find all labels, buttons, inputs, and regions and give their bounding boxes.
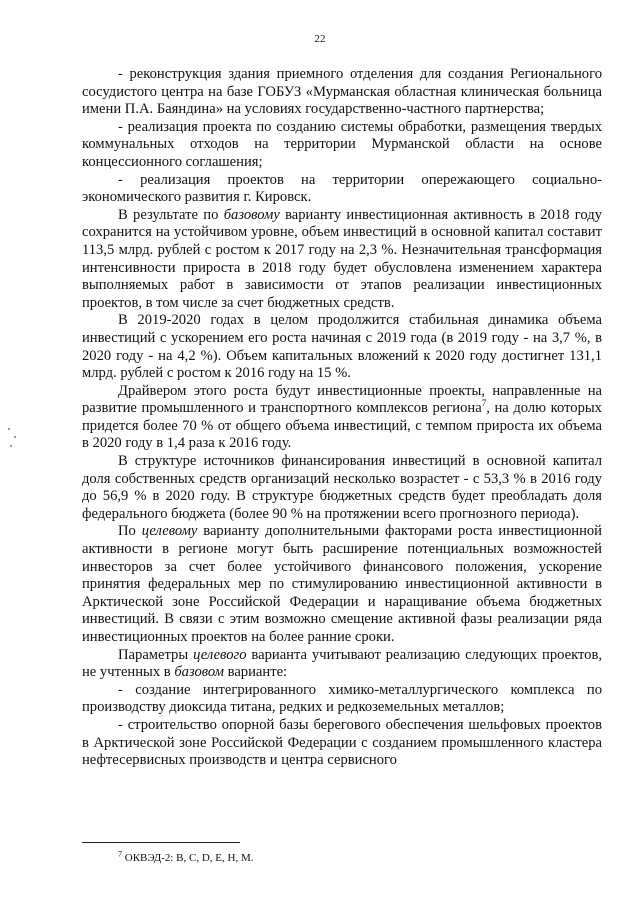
paragraph-2019-2020: В 2019-2020 годах в целом продолжится стабильная динамика объема инвестиций с ускорением его роста начиная с 2019 года (в 2019 году - на 3,7 %, в 2020 году - на 4,2 %). Объем капитальных вложений к 2020 году достигнет 131,1 млрд. рублей с ростом к 2016 году на 15 %. [82, 312, 602, 382]
document-body [82, 66, 602, 770]
paragraph-base-variant [82, 207, 602, 313]
bullet-item: - строительство опорной базы берегового обеспечения шельфовых проектов в Арктической зоне Российской Федерации с созданием промышленного кластера нефтесервисных производств и центра сервисного [82, 716, 602, 769]
text-span: варианту дополнительными факторами роста инвестиционной активности в регионе могут быть расширение потенциальных возможностей инвесторов за счет более устойчивого финансового положения, ускорение принятия федеральных мер по стимулированию инвестиционной активности в Арктической зоне Российской Федерации и наращивание объема бюджетных инвестиций. В связи с этим возможно смещение активной фазы реализации ряда инвестиционных проектов на более ранние сроки. [82, 523, 602, 645]
text-span: Драйвером этого роста будут инвестиционные проекты, направленные на развитие промышленного и транспортного комплексов региона [82, 382, 602, 417]
footnote [118, 849, 254, 864]
text-span: варианте: [223, 664, 288, 681]
bullet-item: - реализация проектов на территории опережающего социально-экономического развития г. Кировск. [82, 171, 602, 206]
footnote-text: ОКВЭД-2: B, C, D, E, H, M. [122, 852, 254, 864]
text-span: , на долю которых придется более 70 % от общего объема инвестиций, с темпом прироста их объема в 2020 году в 1,4 раза к 2016 году. [82, 400, 602, 452]
emphasis-target: целевому [141, 523, 198, 540]
paragraph-driver [82, 383, 602, 453]
text-span: варианта учитывают реализацию следующих проектов, не учтенных в [82, 646, 602, 681]
footnote-mark: 7 [118, 849, 122, 859]
footnote-ref: 7 [481, 398, 487, 409]
text-span: В результате по [118, 206, 224, 223]
bullet-item: - реконструкция здания приемного отделения для создания Регионального сосудистого центра на базе ГОБУЗ «Мурманская областная клиническая больница имени П.А. Баяндина» на условиях государственно-частного партнерства; [82, 66, 602, 118]
page-number: 22 [314, 33, 326, 45]
emphasis-target: целевого [193, 646, 247, 663]
footnote-divider [82, 842, 240, 843]
scan-speck [10, 445, 12, 447]
text-span: Параметры [118, 646, 194, 663]
scan-speck [8, 428, 10, 430]
scan-speck [14, 436, 16, 438]
bullet-item: - реализация проекта по созданию системы обработки, размещения твердых коммунальных отходов на территории Мурманской области на основе концессионного соглашения; [82, 118, 602, 170]
text-span: По [118, 523, 142, 540]
paragraph-structure: В структуре источников финансирования инвестиций в основной капитал доля собственных средств организаций несколько возрастет - с 53,3 % в 2016 году до 56,9 % в 2020 году. В структуре бюджетных средств будет преобладать доля федерального бюджета (более 90 % на протяжении всего прогнозного периода). [82, 453, 602, 522]
paragraph-parameters [82, 647, 602, 682]
paragraph-target-variant [82, 523, 602, 646]
emphasis-base: базовому [223, 206, 280, 223]
text-span: варианту инвестиционная активность в 2018 году сохранится на устойчивом уровне, объем инвестиций в основной капитал составит 113,5 млрд. рублей с ростом к 2017 году на 2,3 %. Незначительная трансформация интенсивности прироста в 2018 году будет обусловлена изменением характера выполняемых работ в зависимости от этапов реализации инвестиционных проектов, в том числе за счет бюджетных средств. [82, 206, 602, 311]
bullet-item: - создание интегрированного химико-металлургического комплекса по производству диоксида титана, редких и редкоземельных металлов; [82, 681, 602, 716]
emphasis-base: базовом [174, 664, 224, 681]
